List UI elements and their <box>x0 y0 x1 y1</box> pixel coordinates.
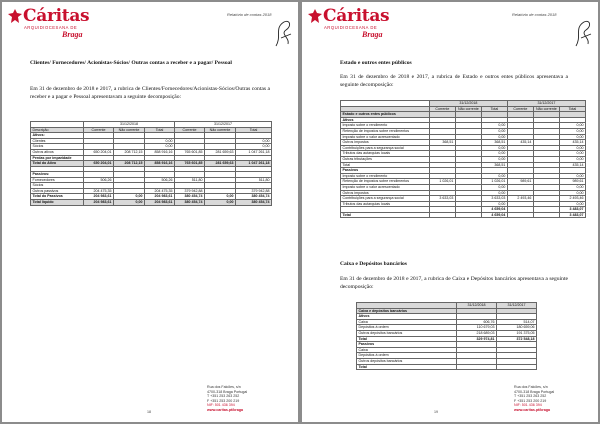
table-cell: 380 454,74 <box>236 199 272 205</box>
footer-nif: NIF: 501 436 394 <box>207 403 235 408</box>
table-cell: 0,00 <box>481 128 507 134</box>
column-header: Total <box>559 106 585 112</box>
row-label: Outros depósitos bancários <box>357 330 457 336</box>
table-cell: 218 689,03 <box>457 330 497 336</box>
table-cell: 0,00 <box>481 156 507 162</box>
table-cell: 4 659,04 <box>481 207 507 213</box>
table-cell: 0,00 <box>559 145 585 151</box>
table-cell: 511,80 <box>236 177 272 183</box>
table-cell: 765 601,85 <box>175 161 205 167</box>
table-cell <box>533 212 559 218</box>
table-cell: 0,00 <box>559 128 585 134</box>
table-cell: 0,00 <box>559 184 585 190</box>
receivables-payables-table <box>30 121 272 206</box>
section-paragraph: Em 31 de dezembro de 2018 e 2017, a rubrica de Clientes/Fornecedores/Acionistas-Sócios/Outras contas a receber e a pagar e Pessoal apresentavam a seguinte decomposição: <box>30 86 270 100</box>
table-cell: 4 659,04 <box>481 212 507 218</box>
table-row <box>357 364 537 370</box>
column-header: Total <box>236 127 272 133</box>
footer-website-link[interactable]: www.caritas.pt/braga <box>207 407 244 412</box>
table-cell: 380 454,74 <box>175 199 205 205</box>
row-label: Total <box>357 336 457 342</box>
table-cell: 379 942,88 <box>236 188 272 194</box>
table-cell: 650 204,01 <box>84 149 114 155</box>
row-label: Imposto sobre o rendimento <box>341 123 430 129</box>
table-cell: 1 026,01 <box>481 179 507 185</box>
table-cell: 0,00 <box>481 190 507 196</box>
row-label: Contribuições para a segurança social <box>341 145 430 151</box>
logo-title: Cáritas <box>323 6 390 26</box>
table-cell: 1 047 261,18 <box>236 161 272 167</box>
table-cell: 435,14 <box>507 140 533 146</box>
row-label: Outras tributações <box>341 156 430 162</box>
footer-nif: NIF: 501 436 394 <box>514 403 542 408</box>
table-cell: 1 026,01 <box>429 179 455 185</box>
row-label: Total do Passivos <box>31 194 84 200</box>
row-label: Fornecedores <box>31 177 84 183</box>
row-label: Passivos <box>357 342 457 348</box>
table-cell: 208 712,15 <box>114 161 145 167</box>
table-cell: 0,00 <box>481 123 507 129</box>
table-cell: 650 204,01 <box>84 161 114 167</box>
table-cell: 435,14 <box>559 162 585 168</box>
table-cell: 281 659,63 <box>205 161 236 167</box>
year-header: 31/12/2018 <box>84 122 175 128</box>
table-cell: 0,00 <box>236 138 272 144</box>
row-label: Tributos das autarquias locais <box>341 151 430 157</box>
table-cell: 3 633,03 <box>481 196 507 202</box>
table-cell: 989,61 <box>507 179 533 185</box>
table-cell: 2 493,46 <box>507 196 533 202</box>
table-cell: 0,00 <box>114 194 145 200</box>
table-cell <box>457 364 497 370</box>
table-cell: 858 916,16 <box>145 149 175 155</box>
page-number: 19 <box>434 410 438 414</box>
table-cell: 3 483,07 <box>559 212 585 218</box>
column-header: 31/12/2017 <box>497 303 537 309</box>
caritas-cross-icon <box>308 9 322 23</box>
row-label: Outros passivos <box>31 188 84 194</box>
row-label: Depósitos à ordem <box>357 353 457 359</box>
table-cell: 329 974,81 <box>457 336 497 342</box>
row-label: Outros impostos <box>341 190 430 196</box>
table-cell: 0,00 <box>114 199 145 205</box>
row-label: Retenção de impostos sobre rendimentos <box>341 179 430 185</box>
section-paragraph: Em 31 de dezembro de 2018 e 2017, a rubrica de Caixa e Depósitos bancários apresentava a seguinte decomposição: <box>340 276 568 290</box>
caritas-logo <box>8 8 128 42</box>
row-label: Ativos <box>357 314 457 320</box>
table-cell: 1 047 261,18 <box>236 149 272 155</box>
table-cell: 0,00 <box>559 151 585 157</box>
footer-address: Rua dos Falcões, s/n 4700-318 Braga Portugal T +351 253 263 252 F +351 253 200 219 NIF: 501 436 394 www.caritas.pt/braga <box>514 385 555 412</box>
table-cell: 0,00 <box>559 201 585 207</box>
table-cell: 380 454,74 <box>175 194 205 200</box>
table-cell: 204 983,61 <box>84 199 114 205</box>
table-cell: 281 659,63 <box>205 149 236 155</box>
table-cell: 606,76 <box>457 319 497 325</box>
cash-deposits-table <box>356 302 537 370</box>
caritas-logo <box>308 8 428 42</box>
report-label: Relatório de contas 2018 <box>227 12 272 17</box>
table-cell: 204 983,61 <box>145 194 175 200</box>
row-label: Total <box>341 162 430 168</box>
column-header: Não corrente <box>455 106 481 112</box>
table-cell: 2 493,46 <box>559 196 585 202</box>
section-paragraph: Em 31 de dezembro de 2018 e 2017, a rubrica de Estado e outros entes públicos apresentava a seguinte decomposição: <box>340 74 568 88</box>
table-cell: 0,00 <box>145 138 175 144</box>
row-label: Passivos: <box>31 171 84 177</box>
column-header: Total <box>145 127 175 133</box>
row-label: Sócios <box>31 183 84 189</box>
state-entities-table <box>340 100 586 218</box>
signature-mark <box>572 16 594 50</box>
table-cell: 204 475,35 <box>84 188 114 194</box>
year-header: 31/12/2017 <box>175 122 272 128</box>
table-cell: 380 454,74 <box>236 194 272 200</box>
row-label: Ativos <box>341 117 430 123</box>
logo-subtitle: ARQUIDIOCESANA DE <box>24 25 78 30</box>
row-label: Ativos: <box>31 133 84 139</box>
table-cell <box>507 212 533 218</box>
table-cell: 0,00 <box>559 190 585 196</box>
column-header: Descrição <box>31 127 84 133</box>
caritas-cross-icon <box>8 9 22 23</box>
section-heading: Caixa e Depósitos bancários <box>340 261 407 267</box>
row-label: Imposto sobre o valor acrescentado <box>341 134 430 140</box>
row-label: Clientes <box>31 138 84 144</box>
table-cell: 506,26 <box>84 177 114 183</box>
row-label: Estado e outros entes públicos <box>341 112 430 118</box>
table-cell: 0,00 <box>145 144 175 150</box>
row-label: Passivos <box>341 168 430 174</box>
table-cell: 3 633,03 <box>429 196 455 202</box>
table-cell: 110 679,03 <box>457 325 497 331</box>
row-label: Imposto sobre o rendimento <box>341 173 430 179</box>
table-cell: 0,00 <box>481 145 507 151</box>
column-header: 31/12/2018 <box>457 303 497 309</box>
column-header: Total <box>481 106 507 112</box>
signature-mark <box>272 16 294 50</box>
document-page-right <box>302 2 598 422</box>
table-cell <box>497 364 537 370</box>
row-label: Contribuições para a segurança social <box>341 196 430 202</box>
year-header: 31/12/2017 <box>507 101 585 107</box>
table-cell: 0,00 <box>481 173 507 179</box>
row-label: Tributos das autarquias locais <box>341 201 430 207</box>
table-cell <box>429 212 455 218</box>
column-header: Corrente <box>429 106 455 112</box>
row-label: Total do Ativo <box>31 161 84 167</box>
table-cell: 0,00 <box>559 123 585 129</box>
table-cell: 204 983,61 <box>145 199 175 205</box>
table-cell: 204 475,35 <box>145 188 175 194</box>
table-cell: 435,14 <box>559 140 585 146</box>
row-label: Outros depósitos bancários <box>357 358 457 364</box>
row-label: Sócios <box>31 144 84 150</box>
table-cell: 379 942,88 <box>175 188 205 194</box>
section-heading: Estado e outros entes públicos <box>340 60 412 66</box>
table-row <box>31 199 272 205</box>
row-label: Outros impostos <box>341 140 430 146</box>
table-cell: 0,00 <box>481 151 507 157</box>
table-cell: 0,00 <box>481 184 507 190</box>
table-cell: 372 548,18 <box>497 336 537 342</box>
table-cell: 0,00 <box>205 194 236 200</box>
row-label: Retenção de impostos sobre rendimentos <box>341 128 430 134</box>
row-label: Caixa <box>357 319 457 325</box>
logo-city: Braga <box>362 30 383 39</box>
report-label: Relatório de contas 2018 <box>512 12 557 17</box>
table-cell: 204 983,61 <box>84 194 114 200</box>
column-header: Corrente <box>507 106 533 112</box>
table-cell: 0,00 <box>481 134 507 140</box>
table-cell: 3 483,07 <box>559 207 585 213</box>
table-cell: 0,00 <box>481 201 507 207</box>
table-cell: 368,51 <box>481 140 507 146</box>
table-cell: 506,26 <box>145 177 175 183</box>
table-cell: 0,00 <box>559 134 585 140</box>
footer-address: Rua dos Falcões, s/n 4700-318 Braga Portugal T +351 253 263 252 F +351 253 200 219 NIF: 501 436 394 www.caritas.pt/braga <box>207 385 248 412</box>
row-label: Outros ativos <box>31 149 84 155</box>
table-cell: 0,00 <box>205 199 236 205</box>
table-cell: 0,00 <box>559 156 585 162</box>
table-cell <box>455 212 481 218</box>
table-cell: 0,00 <box>236 144 272 150</box>
table-row <box>341 212 586 218</box>
table-cell: 989,61 <box>559 179 585 185</box>
section-heading: Clientes/ Fornecedores/ Acionistas-Sócios/ Outras contas a receber e a pagar/ Pessoal <box>30 60 232 66</box>
column-header: Não corrente <box>205 127 236 133</box>
table-cell: 858 916,16 <box>145 161 175 167</box>
row-label: Total <box>357 364 457 370</box>
year-header: 31/12/2018 <box>429 101 507 107</box>
row-label: Total líquido <box>31 199 84 205</box>
logo-subtitle: ARQUIDIOCESANA DE <box>324 25 378 30</box>
page-number: 18 <box>147 410 151 414</box>
column-header: Não corrente <box>533 106 559 112</box>
table-cell: 368,51 <box>481 162 507 168</box>
column-header: Corrente <box>84 127 114 133</box>
footer-website-link[interactable]: www.caritas.pt/braga <box>514 407 551 412</box>
table-cell: 191 375,05 <box>497 330 537 336</box>
column-header: Corrente <box>175 127 205 133</box>
document-page-left <box>2 2 298 422</box>
row-label: Depósitos à ordem <box>357 325 457 331</box>
row-label: Caixa e depósitos bancários <box>357 308 457 314</box>
table-cell: 0,00 <box>559 173 585 179</box>
table-cell: 208 712,15 <box>114 149 145 155</box>
row-label: Total <box>341 212 430 218</box>
logo-city: Braga <box>62 30 83 39</box>
logo-title: Cáritas <box>23 6 90 26</box>
table-cell: 180 659,06 <box>497 325 537 331</box>
row-label: Imposto sobre o valor acrescentado <box>341 184 430 190</box>
table-cell: 765 601,85 <box>175 149 205 155</box>
row-label: Perdas por imparidade <box>31 155 84 161</box>
column-header: Não corrente <box>114 127 145 133</box>
table-cell: 368,51 <box>429 140 455 146</box>
table-cell: 514,07 <box>497 319 537 325</box>
table-cell: 511,80 <box>175 177 205 183</box>
row-label: Caixa <box>357 347 457 353</box>
